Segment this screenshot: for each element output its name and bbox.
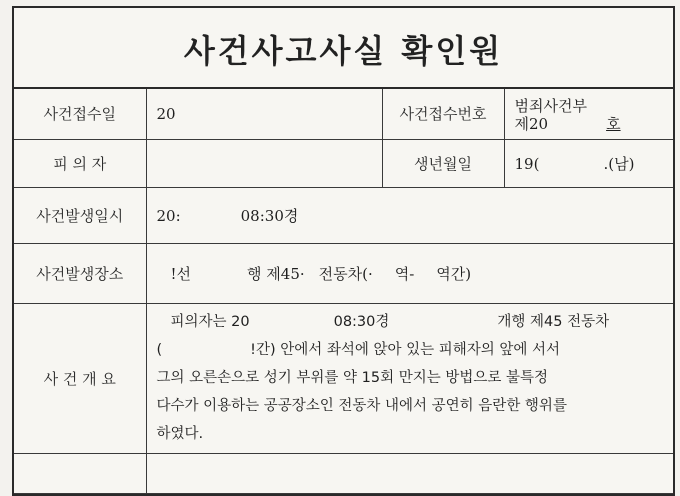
location-part-c: 전동차(· bbox=[318, 264, 373, 283]
receipt-number-value bbox=[504, 89, 673, 139]
location-part-b: 행 제45· bbox=[247, 264, 305, 283]
row-summary bbox=[14, 303, 673, 453]
summary-line-3: 그의 오른손으로 성기 부위를 약 15회 만지는 방법으로 불특정 bbox=[156, 369, 548, 386]
summary-line-1-b: 08:30경 bbox=[333, 313, 390, 330]
receipt-number-line1: 범죄사건부 bbox=[514, 96, 587, 115]
suspect-value bbox=[146, 139, 382, 187]
summary-line-2 bbox=[157, 336, 664, 364]
occurred-label: 사건발생일시 bbox=[14, 187, 146, 243]
summary-line-1-c: 개행 제45 전동차 bbox=[497, 313, 610, 330]
suspect-label: 피 의 자 bbox=[14, 139, 146, 187]
row-receipt bbox=[14, 89, 673, 139]
birth-suffix: .(남) bbox=[603, 154, 635, 173]
summary-value bbox=[146, 303, 673, 453]
birth-value bbox=[504, 139, 673, 187]
summary-line-5: 하였다. bbox=[156, 425, 204, 442]
row-occurred bbox=[14, 187, 673, 243]
location-part-d: 역- bbox=[394, 264, 415, 283]
title-row bbox=[14, 8, 673, 89]
receipt-number-suffix: 호 bbox=[606, 114, 621, 133]
location-label: 사건발생장소 bbox=[14, 243, 146, 303]
row-suspect bbox=[14, 139, 673, 187]
row-next bbox=[14, 453, 673, 493]
receipt-date-label: 사건접수일 bbox=[14, 89, 146, 139]
location-value bbox=[146, 243, 673, 303]
row-location bbox=[14, 243, 673, 303]
location-part-e: 역간) bbox=[436, 264, 472, 283]
occurred-time: 08:30경 bbox=[240, 206, 299, 225]
summary-line-2-b: !간) 안에서 좌석에 앉아 있는 피해자의 앞에 서서 bbox=[250, 341, 561, 358]
receipt-number-label: 사건접수번호 bbox=[382, 89, 504, 139]
summary-line-2-a: ( bbox=[156, 341, 163, 358]
next-row-value bbox=[146, 453, 673, 493]
location-part-a: !선 bbox=[170, 264, 192, 283]
summary-line-4: 다수가 이용하는 공공장소인 전동차 내에서 공연히 음란한 행위를 bbox=[156, 397, 567, 414]
receipt-number-prefix: 제20 bbox=[514, 114, 549, 133]
summary-line-1-a: 피의자는 20 bbox=[170, 313, 250, 330]
occurred-prefix: 20: bbox=[156, 206, 181, 225]
summary-line-1 bbox=[157, 308, 664, 336]
certificate-form bbox=[12, 6, 675, 496]
birth-prefix: 19( bbox=[514, 154, 540, 173]
next-row-label bbox=[14, 453, 146, 493]
occurred-value bbox=[146, 187, 673, 243]
receipt-number-line2 bbox=[515, 115, 664, 133]
form-table bbox=[14, 89, 673, 494]
summary-label: 사 건 개 요 bbox=[14, 303, 146, 453]
form-title: 사건사고사실 확인원 bbox=[183, 31, 504, 70]
receipt-date-value: 20 bbox=[146, 89, 382, 139]
birth-label: 생년월일 bbox=[382, 139, 504, 187]
